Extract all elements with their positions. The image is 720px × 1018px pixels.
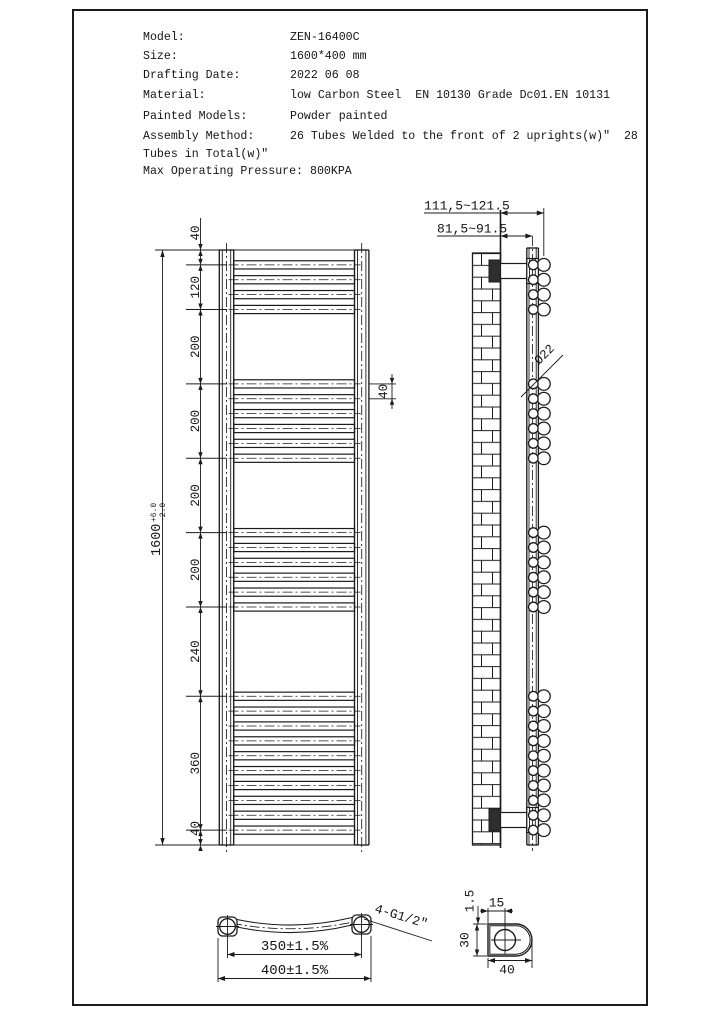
chain-dim-label: 200 xyxy=(189,335,203,358)
side-tube-inner xyxy=(529,721,539,731)
chain-arrow xyxy=(198,845,202,851)
front-view xyxy=(150,218,396,852)
wall-thickness-label: 1.5 xyxy=(463,889,478,913)
side-tube-outer xyxy=(537,720,550,733)
side-tube-inner xyxy=(529,290,539,300)
chain-arrow xyxy=(198,527,202,533)
spec-value: low Carbon Steel EN 10130 Grade Dc01.EN 10131 xyxy=(290,89,611,102)
spec-label: Max Operating Pressure: xyxy=(143,165,304,178)
side-tube-outer xyxy=(537,824,550,837)
side-tube-inner xyxy=(529,424,539,434)
side-tube-inner xyxy=(529,766,539,776)
side-tube-outer xyxy=(537,288,550,301)
chain-dim-label: 200 xyxy=(189,409,203,433)
side-view xyxy=(424,199,563,852)
centers-dimension-label: 350±1.5% xyxy=(260,939,329,955)
side-tube-inner xyxy=(529,706,539,716)
wall-thickness-dimension xyxy=(464,890,481,924)
profile-width-dimension xyxy=(488,942,532,978)
tube-pitch-label: 40 xyxy=(377,383,391,399)
profile-width-label: 40 xyxy=(499,962,515,978)
side-tube-inner xyxy=(529,751,539,761)
side-tube-inner xyxy=(529,409,539,419)
side-tube-outer xyxy=(537,422,550,435)
side-tube-outer xyxy=(537,601,550,614)
side-tube-inner xyxy=(529,379,539,389)
side-tube-inner xyxy=(529,781,539,791)
spec-label: Painted Models: xyxy=(143,110,248,123)
side-tube-inner xyxy=(529,543,539,553)
chain-arrow xyxy=(198,244,202,250)
side-tube-outer xyxy=(537,705,550,718)
spec-label: Model: xyxy=(143,31,185,44)
top-view xyxy=(216,901,432,982)
spec-value: 2022 06 08 xyxy=(290,69,360,82)
side-tube-outer xyxy=(537,541,550,554)
overall-height-dimension xyxy=(150,250,168,845)
chain-arrow xyxy=(198,378,202,384)
tube-diameter-label: Ø22 xyxy=(531,341,558,368)
side-tube-outer xyxy=(537,377,550,390)
wall-to-tube-dimension: 111,5~121.5 xyxy=(424,198,510,214)
side-tube-inner xyxy=(529,528,539,538)
chain-dim-label: 40 xyxy=(189,225,203,241)
side-tube-inner xyxy=(529,439,539,449)
rail-curve-front xyxy=(237,918,352,926)
side-tube-outer xyxy=(537,779,550,792)
wall-offset-dimensions xyxy=(424,199,544,257)
hole-offset-dimension xyxy=(480,896,513,927)
wall-brick-pattern xyxy=(473,253,501,845)
side-tube-outer xyxy=(537,749,550,762)
spec-value: ZEN-16400C xyxy=(290,31,360,44)
connection-thread-label: 4-G1/2″ xyxy=(372,901,430,932)
side-tube-outer xyxy=(537,452,550,465)
side-tube-inner xyxy=(529,275,539,285)
chain-arrow xyxy=(198,304,202,310)
side-tube-outer xyxy=(537,809,550,822)
side-tube-outer xyxy=(537,258,550,271)
side-tube-outer xyxy=(537,571,550,584)
spec-text: Tubes in Total(w)″ xyxy=(143,148,269,161)
side-tube-inner xyxy=(529,394,539,404)
connection-callout xyxy=(364,901,432,941)
side-tube-inner xyxy=(529,602,539,612)
wall-to-upright-dimension: 81,5~91.5 xyxy=(437,221,508,237)
spec-value: 1600*400 mm xyxy=(290,50,367,63)
chain-arrow xyxy=(198,690,202,696)
tube-pitch-dimension xyxy=(369,374,396,409)
chain-dim-label: 360 xyxy=(189,751,203,775)
side-tube-inner xyxy=(529,453,539,463)
tolerance-minus: -2.0 xyxy=(159,502,168,522)
spec-label: Drafting Date: xyxy=(143,69,241,82)
side-tube-inner xyxy=(529,691,539,701)
side-tube-outer xyxy=(537,586,550,599)
chain-arrow xyxy=(198,601,202,607)
chain-dim-label: 40 xyxy=(189,820,203,837)
chain-arrow xyxy=(198,452,202,458)
side-tube-inner xyxy=(529,810,539,820)
spec-value: Powder painted xyxy=(290,110,388,123)
chain-arrow xyxy=(198,839,202,845)
side-tube-outer xyxy=(537,556,550,569)
side-tube-outer xyxy=(537,794,550,807)
chain-arrow xyxy=(198,259,202,265)
chain-arrow xyxy=(198,458,202,464)
profile-depth-dimension xyxy=(458,924,488,956)
chain-arrow xyxy=(198,696,202,702)
tolerance-plus: +6.0 xyxy=(150,502,159,522)
side-tube-inner xyxy=(529,558,539,568)
side-tube-inner xyxy=(529,796,539,806)
side-tube-inner xyxy=(529,587,539,597)
side-tube-outer xyxy=(537,303,550,316)
chain-dim-label: 240 xyxy=(189,640,203,663)
centers-dimension xyxy=(228,934,362,958)
overall-width-label: 400±1.5% xyxy=(260,963,329,979)
spec-value: 26 Tubes Welded to the front of 2 uprights(w)″ 28 xyxy=(290,130,638,143)
spec-label: Assembly Method: xyxy=(143,130,255,143)
chain-dim-label: 200 xyxy=(189,484,203,507)
chain-arrow xyxy=(198,607,202,613)
side-tube-inner xyxy=(529,260,539,270)
side-tube-outer xyxy=(537,764,550,777)
chain-arrow xyxy=(198,384,202,390)
side-tube-outer xyxy=(537,526,550,539)
side-tube-inner xyxy=(529,305,539,315)
chain-arrow xyxy=(198,250,202,256)
side-tube-outer xyxy=(537,407,550,420)
chain-dim-label: 120 xyxy=(189,275,203,299)
overall-height-label: 1600 xyxy=(150,523,165,556)
chain-arrow xyxy=(198,265,202,271)
side-tube-inner xyxy=(529,572,539,582)
side-tube-inner xyxy=(529,736,539,746)
profile-depth-label: 30 xyxy=(457,932,473,948)
hole-offset-label: 15 xyxy=(488,895,505,911)
side-tube-inner xyxy=(529,825,539,835)
side-tube-outer xyxy=(537,734,550,747)
chain-arrow xyxy=(198,310,202,316)
chain-dim-label: 200 xyxy=(189,558,203,582)
detail-view xyxy=(458,890,533,978)
side-tube-outer xyxy=(537,690,550,703)
spec-label: Size: xyxy=(143,50,178,63)
chain-arrow xyxy=(198,533,202,539)
side-tube-outer xyxy=(537,392,550,405)
spec-value: 800KPA xyxy=(310,165,352,178)
front-tubes xyxy=(229,261,361,834)
side-tube-outer xyxy=(537,437,550,450)
side-tube-outer xyxy=(537,273,550,286)
spec-label: Material: xyxy=(143,89,206,102)
